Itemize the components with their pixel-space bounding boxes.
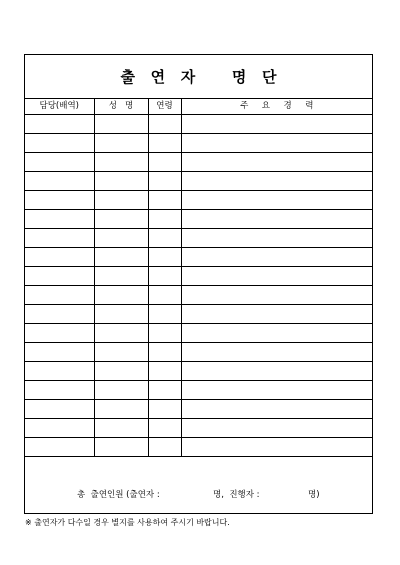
role-cell[interactable] <box>25 152 94 171</box>
age-cell[interactable] <box>148 437 181 456</box>
cast-list-form <box>24 54 373 514</box>
age-cell[interactable] <box>148 418 181 437</box>
name-cell[interactable] <box>94 152 148 171</box>
career-cell[interactable] <box>181 285 372 304</box>
table-row <box>25 228 372 247</box>
table-row <box>25 266 372 285</box>
age-cell[interactable] <box>148 399 181 418</box>
age-cell[interactable] <box>148 361 181 380</box>
name-cell[interactable] <box>94 228 148 247</box>
cast-table <box>25 99 372 457</box>
name-cell[interactable] <box>94 361 148 380</box>
role-cell[interactable] <box>25 190 94 209</box>
column-header-role: 담당(배역) <box>25 99 94 114</box>
table-row <box>25 304 372 323</box>
role-cell[interactable] <box>25 266 94 285</box>
table-row <box>25 342 372 361</box>
role-cell[interactable] <box>25 285 94 304</box>
table-row <box>25 152 372 171</box>
table-row <box>25 323 372 342</box>
age-cell[interactable] <box>148 209 181 228</box>
role-cell[interactable] <box>25 380 94 399</box>
table-row <box>25 247 372 266</box>
column-header-age: 연령 <box>148 99 181 114</box>
age-cell[interactable] <box>148 323 181 342</box>
career-cell[interactable] <box>181 399 372 418</box>
age-cell[interactable] <box>148 342 181 361</box>
role-cell[interactable] <box>25 171 94 190</box>
performer-count-unit: 명, 진행자 : <box>213 490 260 500</box>
table-row <box>25 437 372 456</box>
table-row <box>25 418 372 437</box>
career-cell[interactable] <box>181 152 372 171</box>
age-cell[interactable] <box>148 171 181 190</box>
table-row <box>25 133 372 152</box>
name-cell[interactable] <box>94 266 148 285</box>
career-cell[interactable] <box>181 361 372 380</box>
header-row <box>25 99 372 114</box>
name-cell[interactable] <box>94 418 148 437</box>
host-count-unit: 명) <box>308 490 320 500</box>
age-cell[interactable] <box>148 285 181 304</box>
name-cell[interactable] <box>94 114 148 133</box>
form-title: 출 연 자 명 단 <box>25 55 372 99</box>
age-cell[interactable] <box>148 114 181 133</box>
role-cell[interactable] <box>25 228 94 247</box>
table-row <box>25 209 372 228</box>
column-header-career: 주 요 경 력 <box>181 99 372 114</box>
name-cell[interactable] <box>94 133 148 152</box>
career-cell[interactable] <box>181 437 372 456</box>
career-cell[interactable] <box>181 418 372 437</box>
career-cell[interactable] <box>181 266 372 285</box>
role-cell[interactable] <box>25 133 94 152</box>
age-cell[interactable] <box>148 266 181 285</box>
career-cell[interactable] <box>181 323 372 342</box>
name-cell[interactable] <box>94 171 148 190</box>
role-cell[interactable] <box>25 209 94 228</box>
career-cell[interactable] <box>181 228 372 247</box>
career-cell[interactable] <box>181 114 372 133</box>
role-cell[interactable] <box>25 247 94 266</box>
role-cell[interactable] <box>25 323 94 342</box>
total-label: 총 출연인원 (출연자 : <box>77 490 160 500</box>
career-cell[interactable] <box>181 304 372 323</box>
name-cell[interactable] <box>94 247 148 266</box>
name-cell[interactable] <box>94 304 148 323</box>
name-cell[interactable] <box>94 380 148 399</box>
name-cell[interactable] <box>94 342 148 361</box>
table-row <box>25 190 372 209</box>
table-body <box>25 114 372 456</box>
table-row <box>25 114 372 133</box>
role-cell[interactable] <box>25 361 94 380</box>
role-cell[interactable] <box>25 304 94 323</box>
career-cell[interactable] <box>181 133 372 152</box>
role-cell[interactable] <box>25 399 94 418</box>
age-cell[interactable] <box>148 380 181 399</box>
career-cell[interactable] <box>181 247 372 266</box>
name-cell[interactable] <box>94 190 148 209</box>
table-row <box>25 361 372 380</box>
career-cell[interactable] <box>181 171 372 190</box>
table-row <box>25 399 372 418</box>
age-cell[interactable] <box>148 133 181 152</box>
table-row <box>25 171 372 190</box>
age-cell[interactable] <box>148 304 181 323</box>
age-cell[interactable] <box>148 247 181 266</box>
age-cell[interactable] <box>148 190 181 209</box>
age-cell[interactable] <box>148 152 181 171</box>
total-participants-row <box>25 475 372 513</box>
career-cell[interactable] <box>181 342 372 361</box>
role-cell[interactable] <box>25 114 94 133</box>
role-cell[interactable] <box>25 437 94 456</box>
age-cell[interactable] <box>148 228 181 247</box>
name-cell[interactable] <box>94 285 148 304</box>
role-cell[interactable] <box>25 342 94 361</box>
career-cell[interactable] <box>181 190 372 209</box>
name-cell[interactable] <box>94 437 148 456</box>
table-row <box>25 380 372 399</box>
name-cell[interactable] <box>94 399 148 418</box>
column-header-name: 성 명 <box>94 99 148 114</box>
career-cell[interactable] <box>181 209 372 228</box>
footnote: ※ 출연자가 다수일 경우 별지를 사용하여 주시기 바랍니다. <box>25 518 230 527</box>
role-cell[interactable] <box>25 418 94 437</box>
name-cell[interactable] <box>94 323 148 342</box>
name-cell[interactable] <box>94 209 148 228</box>
career-cell[interactable] <box>181 380 372 399</box>
table-row <box>25 285 372 304</box>
